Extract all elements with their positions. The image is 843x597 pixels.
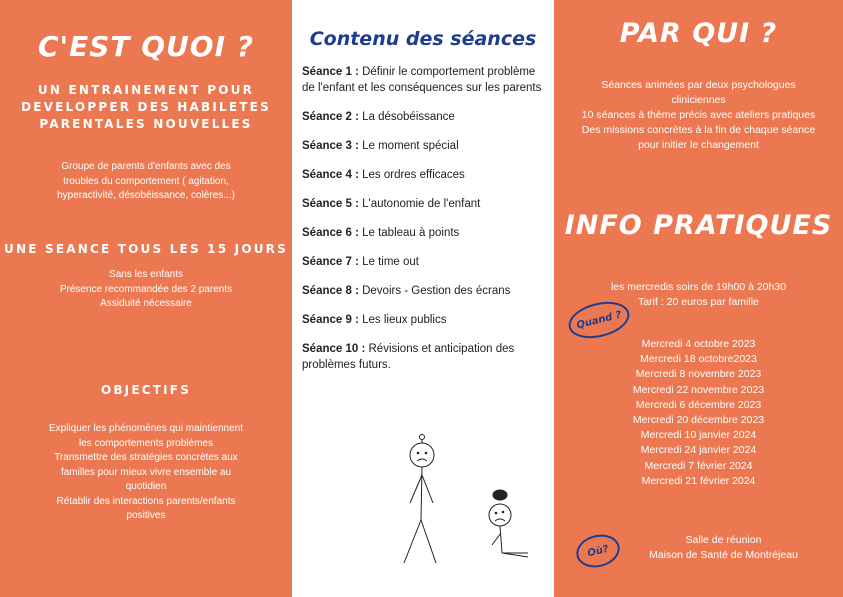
session-label: Séance 5 : bbox=[302, 198, 359, 210]
stick-figures-illustration bbox=[332, 425, 532, 565]
sessions-title: Contenu des séances bbox=[309, 28, 537, 50]
dates-list bbox=[554, 337, 843, 489]
schedule-line: les mercredis soirs de 19h00 à 20h30 bbox=[610, 281, 787, 293]
who-block bbox=[554, 78, 843, 153]
session-text: Révisions et anticipation des problèmes futurs. bbox=[302, 343, 515, 371]
session-text: L'autonomie de l'enfant bbox=[358, 198, 481, 210]
session-label: Séance 3 : bbox=[302, 140, 359, 152]
description-block bbox=[0, 160, 292, 204]
date-item: Mercredi 22 novembre 2023 bbox=[632, 383, 765, 396]
subtitle-line: PARENTALES NOUVELLES bbox=[39, 117, 253, 131]
location-block bbox=[604, 533, 843, 563]
subtitle-block bbox=[0, 82, 292, 133]
session-item bbox=[302, 254, 542, 270]
session-label: Séance 10 : bbox=[302, 343, 366, 355]
who-line: Des missions concrètes à la fin de chaque séance bbox=[581, 124, 816, 136]
objective-line: Transmettre des stratégies concrètes aux bbox=[54, 452, 238, 463]
objective-line: positives bbox=[126, 510, 166, 521]
session-label: Séance 1 : bbox=[302, 66, 359, 78]
date-item: Mercredi 7 février 2024 bbox=[644, 459, 753, 472]
date-item: Mercredi 24 janvier 2024 bbox=[640, 444, 757, 457]
description-line: troubles du comportement ( agitation, bbox=[63, 175, 229, 187]
who-line: cliniciennes bbox=[671, 94, 726, 106]
practical-info-title: INFO PRATIQUES bbox=[564, 210, 833, 241]
session-item bbox=[302, 225, 542, 241]
schedule-line: Tarif : 20 euros par famille bbox=[638, 296, 759, 308]
session-item bbox=[302, 64, 542, 96]
sessions-list bbox=[302, 64, 542, 386]
session-item bbox=[302, 341, 542, 373]
session-text: Le tableau à points bbox=[358, 227, 460, 239]
standing-figure bbox=[404, 435, 436, 564]
session-text: Définir le comportement problème de l'enfant et les conséquences sur les parents bbox=[302, 66, 542, 94]
session-item bbox=[302, 283, 542, 299]
date-item: Mercredi 8 novembre 2023 bbox=[635, 368, 762, 381]
frequency-heading: UNE SEANCE TOUS LES 15 JOURS bbox=[4, 242, 288, 256]
session-text: Les lieux publics bbox=[358, 314, 447, 326]
objective-line: Expliquer les phénomènes qui maintiennent bbox=[48, 423, 243, 434]
subtitle-line: UN ENTRAINEMENT POUR bbox=[37, 83, 255, 97]
objective-line: les comportements problèmes bbox=[79, 437, 213, 449]
session-label: Séance 7 : bbox=[302, 256, 359, 268]
frequency-block bbox=[0, 268, 292, 312]
location-line: Salle de réunion bbox=[685, 534, 762, 546]
date-item: Mercredi 6 décembre 2023 bbox=[635, 398, 762, 411]
right-panel bbox=[554, 0, 843, 597]
objectives-heading: OBJECTIFS bbox=[100, 383, 192, 397]
date-item: Mercredi 20 décembre 2023 bbox=[632, 414, 765, 427]
objective-line: quotidien bbox=[125, 481, 167, 492]
session-label: Séance 6 : bbox=[302, 227, 359, 239]
session-item bbox=[302, 109, 542, 125]
session-label: Séance 2 : bbox=[302, 111, 359, 123]
session-label: Séance 9 : bbox=[302, 314, 359, 326]
who-line: pour initier le changement bbox=[638, 139, 759, 151]
what-is-it-title: C'EST QUOI ? bbox=[37, 30, 254, 63]
session-item bbox=[302, 138, 542, 154]
session-item bbox=[302, 312, 542, 328]
date-item: Mercredi 10 janvier 2024 bbox=[640, 429, 757, 442]
date-item: Mercredi 21 février 2024 bbox=[641, 474, 756, 487]
who-line: 10 séances à thème précis avec ateliers pratiques bbox=[581, 109, 816, 121]
who-line: Séances animées par deux psychologues bbox=[601, 79, 796, 91]
session-text: Les ordres efficaces bbox=[358, 169, 465, 181]
sitting-figure bbox=[489, 490, 528, 557]
subtitle-line: DEVELOPPER DES HABILETES bbox=[21, 100, 271, 114]
frequency-line: Présence recommandée des 2 parents bbox=[59, 283, 233, 295]
by-whom-title: PAR QUI ? bbox=[619, 18, 778, 49]
session-label: Séance 8 : bbox=[302, 285, 359, 297]
date-item: Mercredi 18 octobre2023 bbox=[640, 353, 757, 366]
session-text: Le time out bbox=[358, 256, 419, 268]
description-line: hyperactivité, désobéissance, colères...) bbox=[57, 190, 235, 201]
objective-line: Rétablir des interactions parents/enfants bbox=[56, 495, 236, 507]
session-item bbox=[302, 167, 542, 183]
middle-panel bbox=[292, 0, 554, 597]
left-panel bbox=[0, 0, 292, 597]
description-line: Groupe de parents d'enfants avec des bbox=[61, 161, 231, 172]
objectives-block bbox=[0, 422, 292, 524]
date-item: Mercredi 4 octobre 2023 bbox=[641, 338, 756, 350]
session-text: Le moment spécial bbox=[358, 140, 459, 152]
where-stamp: Où? bbox=[573, 530, 623, 572]
frequency-line: Sans les enfants bbox=[109, 269, 183, 280]
session-label: Séance 4 : bbox=[302, 169, 359, 181]
session-text: Devoirs - Gestion des écrans bbox=[358, 285, 511, 297]
frequency-line: Assiduité nécessaire bbox=[100, 298, 192, 309]
session-item bbox=[302, 196, 542, 212]
session-text: La désobéissance bbox=[358, 111, 455, 123]
when-stamp: Quand ? bbox=[565, 296, 633, 344]
location-line: Maison de Santé de Montréjeau bbox=[649, 549, 798, 561]
objective-line: familles pour mieux vivre ensemble au bbox=[60, 466, 232, 478]
